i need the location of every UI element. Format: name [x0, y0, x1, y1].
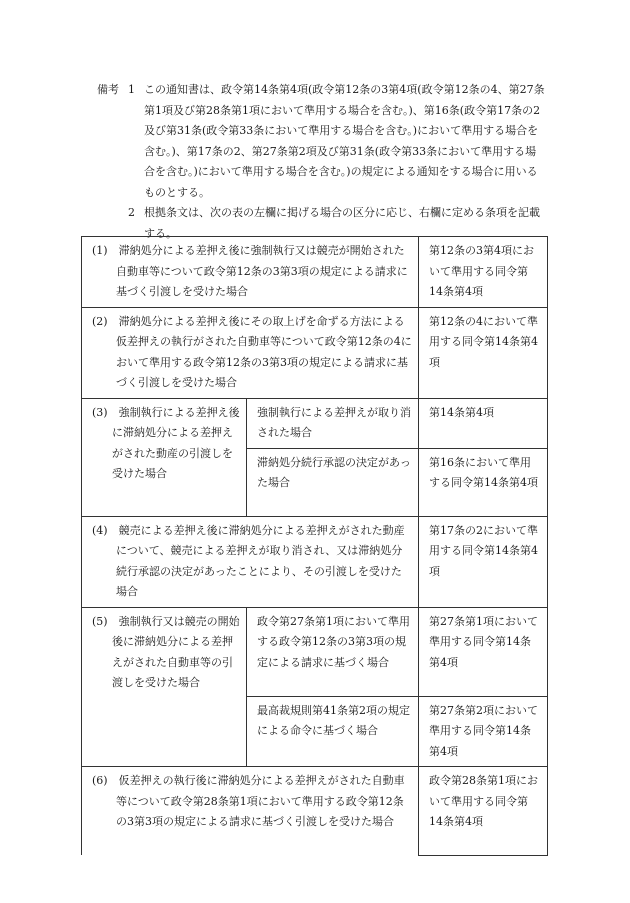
table-row	[82, 398, 548, 448]
case-cell-1	[82, 237, 419, 308]
case-text: (4) 競売による差押え後に滞納処分による差押えがされた動産について、競売による差押えが取り消され、又は滞納処分続行承認の決定があったことにより、その引渡しを受けた場合	[92, 523, 405, 598]
article-cell-3b	[419, 448, 548, 516]
article-text: 第27条第1項において準用する同令第14条第4項	[429, 614, 538, 669]
statute-table	[81, 236, 548, 856]
remarks-heading: 備考	[97, 83, 119, 96]
table-row	[82, 516, 548, 607]
article-text: 第27条第2項において準用する同令第14条第4項	[429, 703, 538, 758]
case-cell-3	[82, 398, 247, 516]
sub-case-cell-5a	[247, 607, 419, 696]
case-cell-6	[82, 767, 419, 856]
article-text: 第12条の4において準用する同令第14条第4項	[429, 314, 538, 369]
case-cell-5	[82, 607, 247, 767]
case-text: (3) 強制執行による差押え後に滞納処分による差押えがされた動産の引渡しを受けた場合	[92, 405, 240, 480]
article-text: 第12条の3第4項において準用する同令第14条第4項	[429, 244, 534, 298]
article-cell-5b	[419, 696, 548, 767]
case-text: (1) 滞納処分による差押え後に強制執行又は競売が開始された自動車等について政令第12条の3第3項の規定による請求に基づく引渡しを受けた場合	[92, 244, 408, 298]
article-cell-4	[419, 516, 548, 607]
remark-number-2: 2	[128, 206, 135, 219]
article-text: 第16条において準用する同令第14条第4項	[429, 455, 538, 489]
article-cell-1	[419, 237, 548, 308]
article-cell-3a	[419, 398, 548, 448]
table-row	[82, 237, 548, 308]
article-cell-2	[419, 307, 548, 398]
sub-case-text: 強制執行による差押えが取り消された場合	[257, 405, 411, 439]
remark-text-2: 根拠条文は、次の表の左欄に掲げる場合の区分に応じ、右欄に定める条項を記載する。	[144, 206, 540, 240]
case-cell-2	[82, 307, 419, 398]
article-cell-6	[419, 767, 548, 856]
table-row	[82, 307, 548, 398]
table-row	[82, 607, 548, 696]
sub-case-text: 滞納処分続行承認の決定があった場合	[257, 455, 411, 489]
sub-case-cell-3b	[247, 448, 419, 516]
case-text: (6) 仮差押えの執行後に滞納処分による差押えがされた自動車等について政令第28条第1項において準用する政令第12条の3第3項の規定による請求に基づく引渡しを受けた場合	[92, 774, 405, 828]
sub-case-text: 最高裁規則第41条第2項の規定による命令に基づく場合	[257, 703, 410, 737]
remark-text-1: この通知書は、政令第14条第4項(政令第12条の3第4項(政令第12条の4、第27条第1項及び第28条第1項において準用する場合を含む。)、第16条(政令第17条の2及び第31条(政令第33条において準用する場合を含む。)において準用する場合を含む。)、第17条の2、第27条第2項及び第31条(政令第33条において準用する場合を含む。)において準用する場合を含む。)の規定による通知をする場合に用いるものとする。	[144, 83, 545, 199]
sub-case-text: 政令第27条第1項において準用する政令第12条の3第3項の規定による請求に基づく場合	[257, 614, 410, 669]
case-text: (2) 滞納処分による差押え後にその取上げを命ずる方法による仮差押えの執行がされた自動車等について政令第12条の4において準用する政令第12条の3第3項の規定による請求に基づく引渡しを受けた場合	[92, 314, 412, 389]
sub-case-cell-3a	[247, 398, 419, 448]
table-row	[82, 767, 548, 856]
article-cell-5a	[419, 607, 548, 696]
sub-case-cell-5b	[247, 696, 419, 767]
article-text: 第14条第4項	[429, 405, 494, 419]
article-text: 第17条の2において準用する同令第14条第4項	[429, 523, 538, 578]
remark-item-1	[144, 80, 546, 203]
case-cell-4	[82, 516, 419, 607]
remark-number-1: 1	[128, 83, 135, 96]
case-text: (5) 強制執行又は競売の開始後に滞納処分による差押えがされた自動車等の引渡しを受けた場合	[92, 614, 240, 689]
article-text: 政令第28条第1項において準用する同令第14条第4項	[429, 774, 538, 828]
